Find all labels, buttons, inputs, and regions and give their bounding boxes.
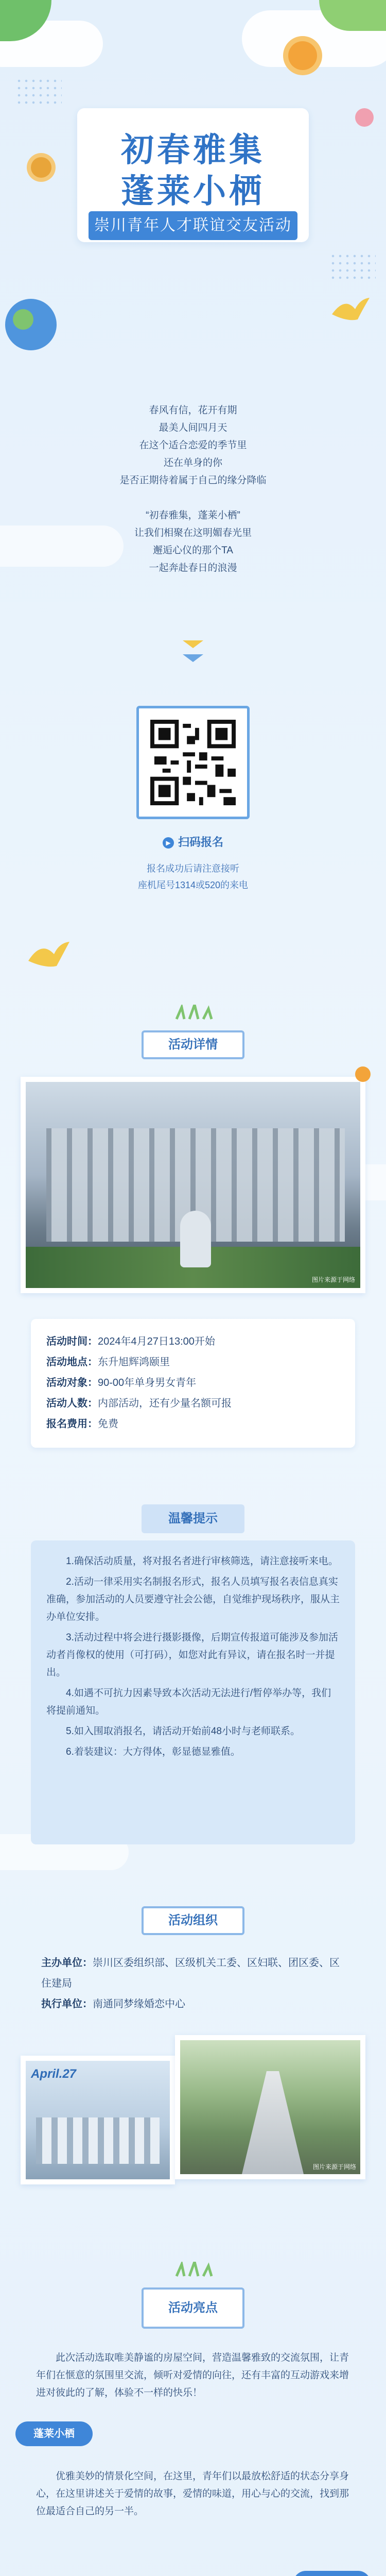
poem-line: 一起奔赴春日的浪漫 bbox=[149, 563, 237, 573]
grass-icon bbox=[171, 1005, 218, 1020]
arrow-right-icon: ▶ bbox=[163, 837, 174, 849]
highlight-1-text: 优雅美妙的情景化空间，在这里，青年们以最放松舒适的状态分享身心，在这里讲述关于爱情的故事，爱情的味道，用心与心的交流，找到那位最适合自己的另一半。 bbox=[36, 2471, 349, 2517]
tag-highlights: 活动亮点 bbox=[142, 2287, 244, 2329]
tip-item: 1.确保活动质量，将对报名者进行审核筛选，请注意接听来电。 bbox=[66, 1556, 338, 1567]
flower-icon bbox=[288, 41, 317, 70]
organizers-card bbox=[31, 1953, 355, 2030]
tip-item: 2.活动一律采用实名制报名形式，报名人员填写报名表信息真实准确，参加活动的人员要遵守社会公德，自觉维护现场秩序，服从主办单位安排。 bbox=[46, 1577, 340, 1622]
photo-date-label: April.27 bbox=[31, 2067, 77, 2081]
signup-note-line-2: 座机尾号1314或520的来电 bbox=[137, 880, 249, 890]
info-key: 主办单位： bbox=[41, 1957, 93, 1969]
tag-details: 活动详情 bbox=[142, 1030, 244, 1059]
info-value: 90-00年单身男女青年 bbox=[98, 1377, 197, 1388]
qr-code-icon bbox=[150, 720, 236, 805]
signup-note-line-1: 报名成功后请注意接听 bbox=[147, 863, 239, 874]
subtitle-banner: 崇川青年人才联谊交友活动 bbox=[89, 211, 297, 240]
info-value: 内部活动，还有少量名额可报 bbox=[98, 1398, 232, 1409]
tag-organizers: 活动组织 bbox=[142, 1906, 244, 1935]
title-line-1: 初春雅集 bbox=[121, 131, 265, 170]
pill-highlight-1: 蓬莱小栖 bbox=[15, 2421, 93, 2446]
poem-line bbox=[0, 489, 386, 507]
bird-icon bbox=[329, 294, 371, 330]
info-key: 活动对象： bbox=[46, 1377, 98, 1388]
info-row bbox=[41, 1994, 345, 2014]
title-line-2: 蓬莱小栖 bbox=[121, 172, 265, 211]
globe-icon bbox=[5, 299, 57, 350]
tip-item: 6.着装建议：大方得体，彰显德显雅值。 bbox=[66, 1747, 240, 1757]
photo-watermark: 图片来源于网络 bbox=[311, 1276, 355, 1283]
grass-icon bbox=[171, 2262, 218, 2277]
info-row bbox=[46, 1352, 340, 1372]
tip-item: 5.如入围取消报名，请活动开始前48小时与老师联系。 bbox=[66, 1726, 300, 1737]
highlights-intro: 此次活动选取唯美静谧的房屋空间，营造温馨雅致的交流氛围，让青年们在惬意的氛围里交流，倾听对爱情的向往，还有丰富的互动游戏来增进对彼此的了解，体验不一样的快乐！ bbox=[36, 2352, 349, 2398]
poem-line: 还在单身的你 bbox=[163, 457, 222, 468]
tip-item: 4.如遇不可抗力因素导致本次活动无法进行/暂停举办等，我们将提前通知。 bbox=[46, 1688, 331, 1716]
intro-poem bbox=[0, 402, 386, 577]
tips-card bbox=[31, 1540, 355, 1844]
info-key: 活动时间： bbox=[46, 1336, 98, 1347]
info-row bbox=[46, 1414, 340, 1434]
bird-icon bbox=[26, 938, 72, 979]
chevron-down-icon bbox=[181, 639, 205, 670]
poem-line: 邂逅心仪的那个TA bbox=[153, 545, 233, 556]
details-card bbox=[31, 1319, 355, 1448]
info-row bbox=[46, 1393, 340, 1414]
scan-signup-text: 扫码报名 bbox=[178, 836, 223, 849]
info-value: 2024年4月27日13:00开始 bbox=[98, 1336, 215, 1347]
info-row bbox=[46, 1372, 340, 1393]
info-key: 活动地点： bbox=[46, 1357, 98, 1368]
venue-photo bbox=[21, 1077, 365, 1293]
tag-tips: 温馨提示 bbox=[142, 1504, 244, 1533]
info-value: 免费 bbox=[98, 1418, 118, 1430]
info-key: 执行单位： bbox=[41, 1998, 93, 2010]
poem-line: 最美人间四月天 bbox=[159, 422, 227, 433]
scan-signup-label bbox=[0, 834, 386, 850]
poem-line: “初春雅集，蓬莱小栖” bbox=[146, 510, 240, 521]
poem-line: 让我们相聚在这明媚春光里 bbox=[134, 528, 252, 538]
poem-line: 春风有信，花开有期 bbox=[149, 405, 237, 416]
info-row bbox=[41, 1953, 345, 1994]
pill-highlight-2 bbox=[293, 2571, 371, 2576]
info-value: 崇川区委组织部、区级机关工委、区妇联、团区委、区住建局 bbox=[41, 1957, 340, 1989]
interior-photo bbox=[21, 2056, 175, 2184]
signup-qr-code[interactable] bbox=[136, 706, 250, 819]
info-row bbox=[46, 1331, 340, 1352]
info-key: 报名费用： bbox=[46, 1418, 98, 1430]
flower-icon bbox=[355, 1066, 371, 1082]
photo-watermark: 图片来源于网络 bbox=[312, 2163, 356, 2171]
info-value: 东升旭辉鸿颐里 bbox=[98, 1357, 170, 1368]
garden-photo bbox=[175, 2035, 365, 2179]
poem-line: 在这个适合恋爱的季节里 bbox=[139, 440, 247, 451]
tip-item: 3.活动过程中将会进行摄影摄像，后期宣传报道可能涉及参加活动者肖像权的使用（可打码），如您对此有异议，请在报名时一并提出。 bbox=[46, 1632, 338, 1678]
info-key: 活动人数： bbox=[46, 1398, 98, 1409]
info-value: 南通同梦缘婚恋中心 bbox=[93, 1998, 185, 2010]
dot-pattern bbox=[329, 252, 376, 283]
poem-line: 是否正期待着属于自己的缘分降临 bbox=[119, 475, 267, 486]
dot-pattern bbox=[15, 77, 62, 108]
